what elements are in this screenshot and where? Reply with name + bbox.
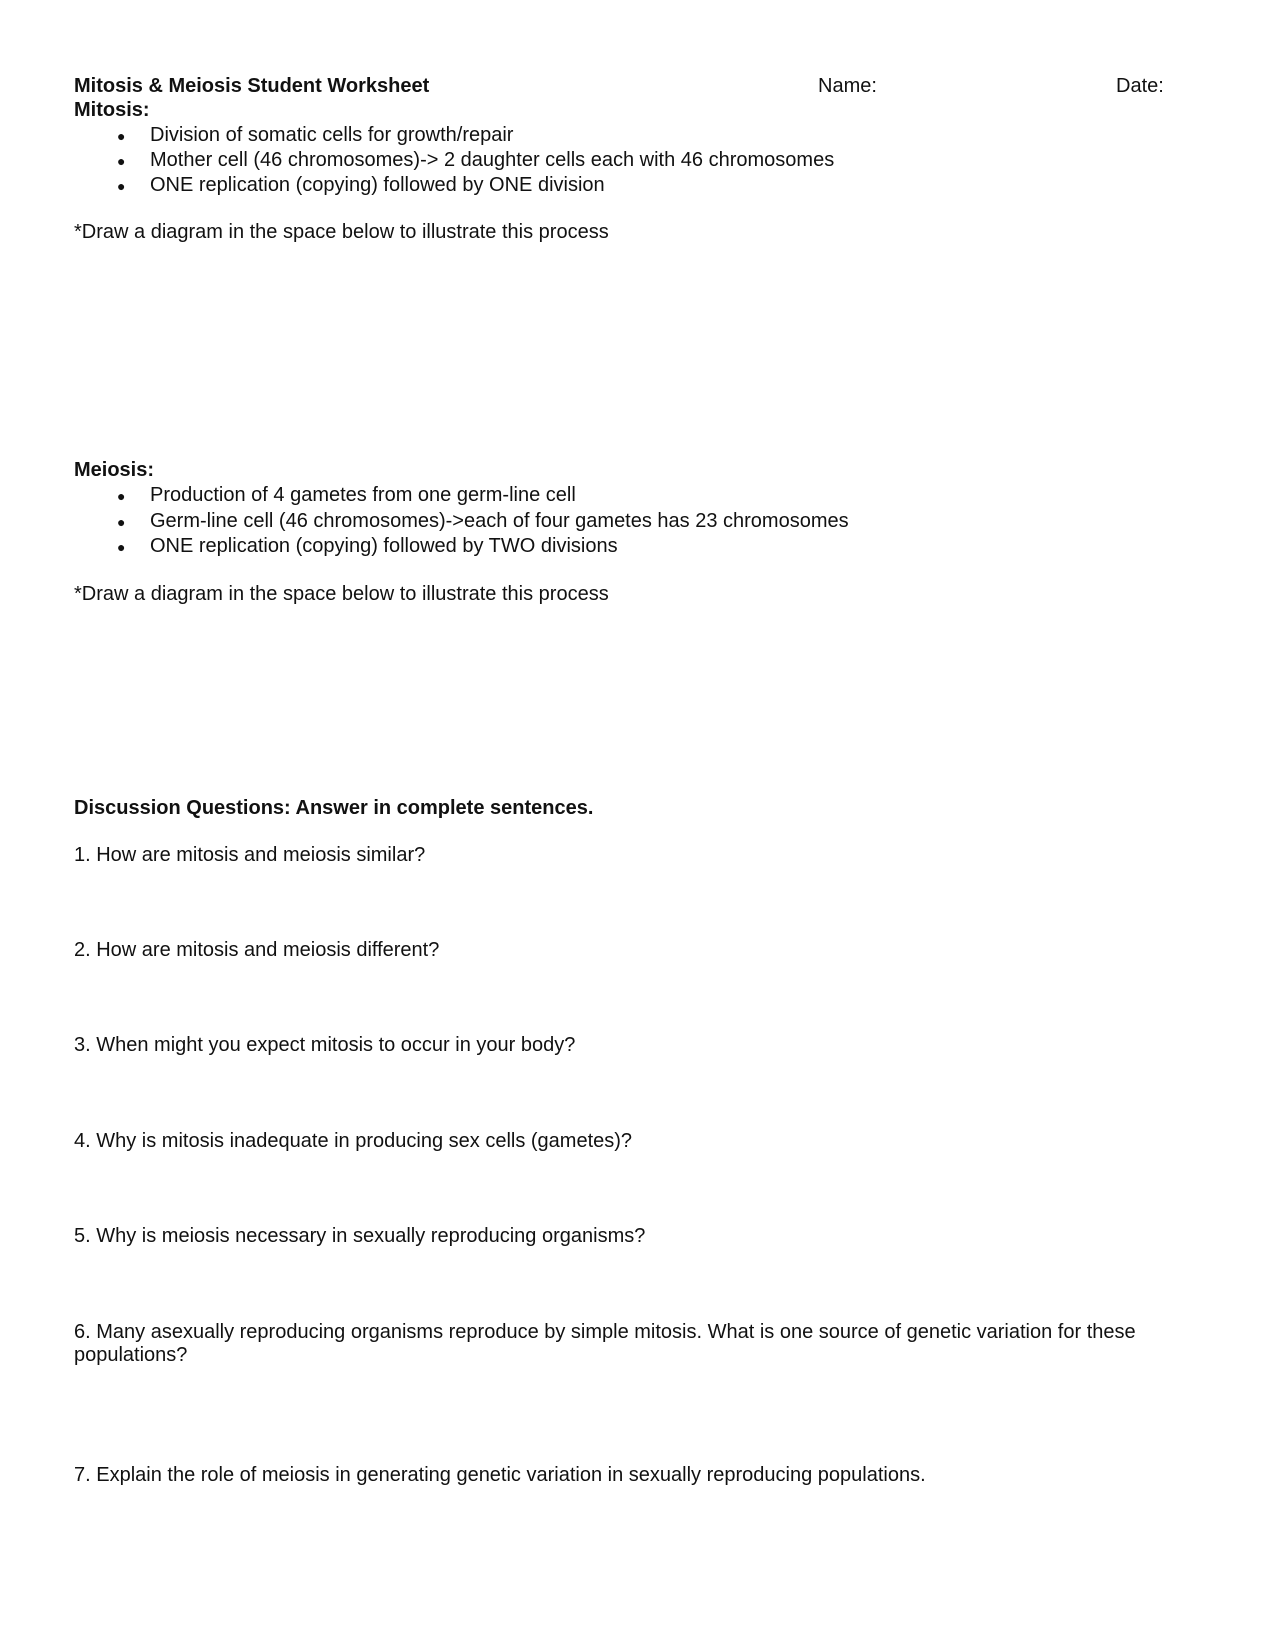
meiosis-bullet-text: ONE replication (copying) followed by TWO divisions — [150, 535, 618, 557]
meiosis-bullet-text: Production of 4 gametes from one germ-line cell — [150, 484, 576, 506]
mitosis-heading: Mitosis: — [74, 99, 150, 121]
meiosis-bullet-text: Germ-line cell (46 chromosomes)->each of four gametes has 23 chromosomes — [150, 510, 849, 532]
bullet-icon: ● — [117, 178, 126, 194]
question-5: 5. Why is meiosis necessary in sexually reproducing organisms? — [74, 1225, 646, 1247]
question-2: 2. How are mitosis and meiosis different? — [74, 939, 440, 961]
question-6-continued: populations? — [74, 1344, 188, 1366]
mitosis-drawing-area[interactable] — [74, 250, 1174, 450]
meiosis-heading: Meiosis: — [74, 459, 155, 481]
mitosis-bullet-text: Mother cell (46 chromosomes)-> 2 daughter cells each with 46 chromosomes — [150, 149, 835, 171]
bullet-icon: ● — [117, 153, 126, 169]
meiosis-drawing-area[interactable] — [74, 612, 1174, 792]
meiosis-instruction: *Draw a diagram in the space below to illustrate this process — [74, 583, 609, 605]
bullet-icon: ● — [117, 539, 126, 555]
mitosis-bullet-text: Division of somatic cells for growth/repair — [150, 124, 514, 146]
bullet-icon: ● — [117, 514, 126, 530]
mitosis-bullet-text: ONE replication (copying) followed by ONE division — [150, 174, 605, 196]
question-4: 4. Why is mitosis inadequate in producing sex cells (gametes)? — [74, 1130, 633, 1152]
question-6: 6. Many asexually reproducing organisms reproduce by simple mitosis. What is one source of genetic variation for these — [74, 1321, 1136, 1343]
mitosis-instruction: *Draw a diagram in the space below to illustrate this process — [74, 221, 609, 243]
bullet-icon: ● — [117, 488, 126, 504]
question-3: 3. When might you expect mitosis to occur in your body? — [74, 1034, 576, 1056]
date-label: Date: — [1116, 75, 1164, 97]
bullet-icon: ● — [117, 128, 126, 144]
worksheet-title: Mitosis & Meiosis Student Worksheet — [74, 75, 430, 97]
name-label: Name: — [818, 75, 877, 97]
question-1: 1. How are mitosis and meiosis similar? — [74, 844, 426, 866]
discussion-heading: Discussion Questions: Answer in complete sentences. — [74, 797, 594, 819]
question-7: 7. Explain the role of meiosis in generating genetic variation in sexually reproducing populations. — [74, 1464, 926, 1486]
